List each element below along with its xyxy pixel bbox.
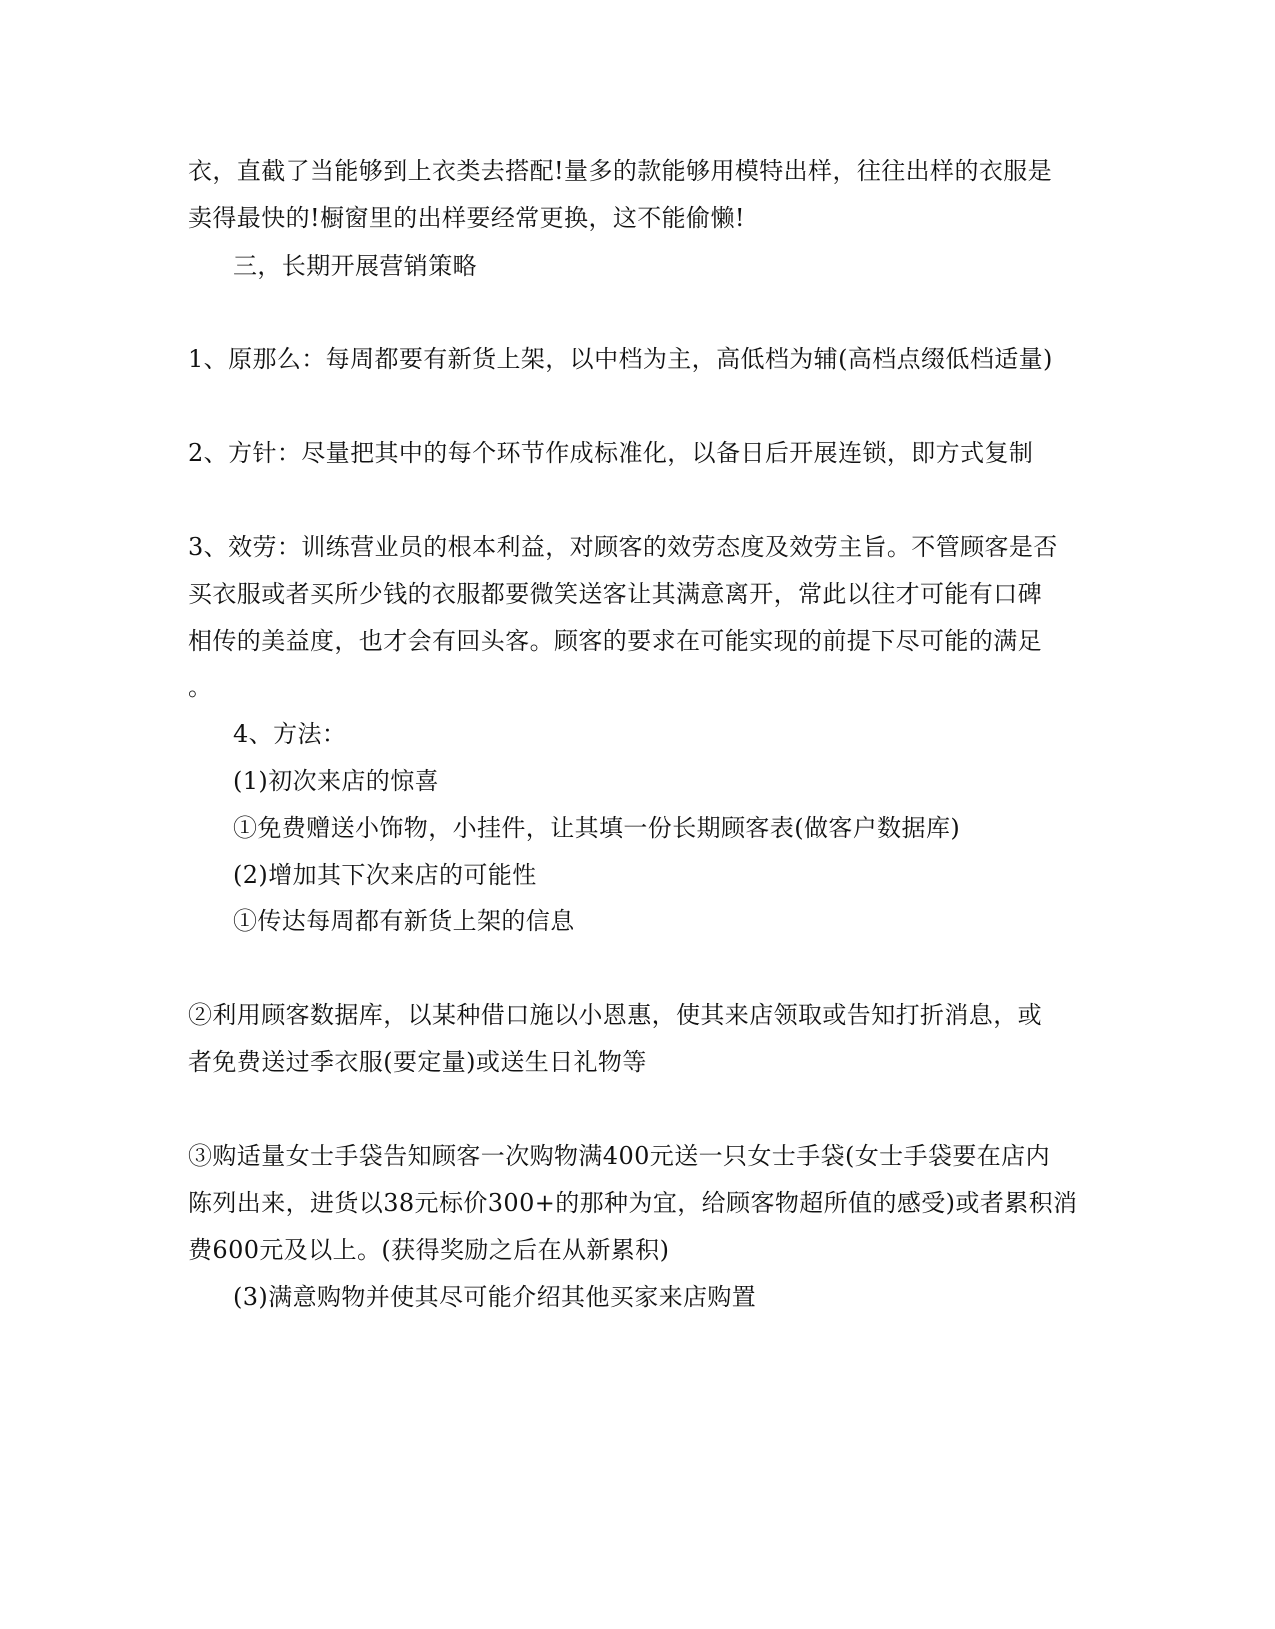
paragraph-line: 。: [188, 673, 213, 701]
paragraph-line: 买衣服或者买所少钱的衣服都要微笑送客让其满意离开，常此以往才可能有口碑: [188, 580, 1042, 608]
paragraph-line: ①传达每周都有新货上架的信息: [233, 907, 575, 935]
section-heading: 三，长期开展营销策略: [233, 252, 477, 280]
paragraph-line: (2)增加其下次来店的可能性: [233, 861, 537, 889]
paragraph-line: 相传的美益度，也才会有回头客。顾客的要求在可能实现的前提下尽可能的满足: [188, 627, 1042, 655]
paragraph-line: (3)满意购物并使其尽可能介绍其他买家来店购置: [233, 1283, 757, 1311]
paragraph-line: ③购适量女士手袋告知顾客一次购物满400元送一只女士手袋(女士手袋要在店内: [188, 1142, 1050, 1170]
paragraph-line: 者免费送过季衣服(要定量)或送生日礼物等: [188, 1048, 647, 1076]
paragraph-line: 费600元及以上。(获得奖励之后在从新累积): [188, 1236, 670, 1264]
paragraph-line: ①免费赠送小饰物，小挂件，让其填一份长期顾客表(做客户数据库): [233, 814, 961, 842]
paragraph-line: 2、方针：尽量把其中的每个环节作成标准化，以备日后开展连锁，即方式复制: [188, 439, 1034, 467]
paragraph-line: 1、原那么：每周都要有新货上架，以中档为主，高低档为辅(高档点缀低档适量): [188, 345, 1053, 373]
paragraph-line: ②利用顾客数据库，以某种借口施以小恩惠，使其来店领取或告知打折消息，或: [188, 1001, 1042, 1029]
paragraph-line: 卖得最快的!橱窗里的出样要经常更换，这不能偷懒!: [188, 204, 745, 232]
paragraph-line: 4、方法：: [233, 720, 347, 748]
paragraph-line: 陈列出来，进货以38元标价300+的那种为宜，给顾客物超所值的感受)或者累积消: [188, 1189, 1078, 1217]
paragraph-line: 衣，直截了当能够到上衣类去搭配!量多的款能够用模特出样，往往出样的衣服是: [188, 157, 1053, 185]
paragraph-line: (1)初次来店的惊喜: [233, 767, 439, 795]
paragraph-line: 3、效劳：训练营业员的根本利益，对顾客的效劳态度及效劳主旨。不管顾客是否: [188, 533, 1058, 561]
